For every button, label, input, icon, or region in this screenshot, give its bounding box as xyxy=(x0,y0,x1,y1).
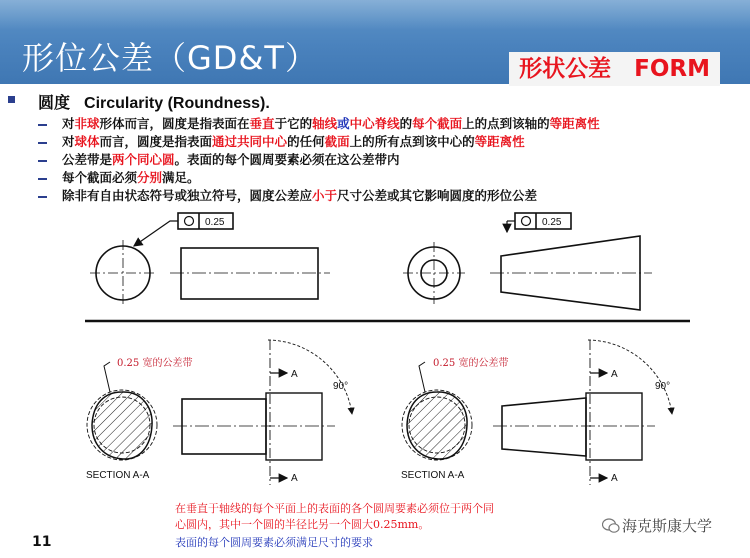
line-segment: 两个同心圆 xyxy=(112,152,175,167)
note-line-2: 心圆内，其中一个圆的半径比另一个圆大0.25mm。 xyxy=(175,518,430,531)
form-category-label: 形状公差 FORM xyxy=(509,52,720,86)
line-segment: 轴线 xyxy=(312,116,338,131)
zone-label-right: 0.25 宽的公差带 xyxy=(433,358,509,369)
slide-title: 形位公差（GD&T） xyxy=(22,39,318,77)
note-line-1: 在垂直于轴线的每个平面上的表面的各个圆周要素必须位于两个同 xyxy=(175,502,494,515)
section-label-right: SECTION A-A xyxy=(401,470,465,481)
line-segment: 非球 xyxy=(74,116,100,131)
wechat-icon xyxy=(602,518,620,534)
cylinder-side-view xyxy=(181,248,318,299)
tolerance-value-left: 0.25 xyxy=(205,217,225,228)
line-segment: 。表面的每个圆周要素必须在这公差带内 xyxy=(174,152,400,167)
watermark-text: 海克斯康大学 xyxy=(622,517,713,535)
line-segment: 分别 xyxy=(137,170,163,185)
line-segment: 上的所有点到该中心的 xyxy=(349,134,475,149)
line-segment: 的任何 xyxy=(287,134,325,149)
line-segment: 等距离性 xyxy=(549,116,600,131)
a-mark: A xyxy=(611,369,618,380)
line-segment: 截面 xyxy=(324,134,350,149)
stepped-shaft-left xyxy=(173,340,352,485)
angle-label-left: 90° xyxy=(333,381,349,392)
line-segment: 通过共同中心 xyxy=(212,134,288,149)
zone-label-left: 0.25 宽的公差带 xyxy=(117,358,193,369)
heading-en: Circularity (Roundness). xyxy=(84,95,270,112)
section-view-left xyxy=(87,362,157,460)
a-mark: A xyxy=(611,473,618,484)
line-segment: 尺寸公差或其它影响圆度的形位公差 xyxy=(337,188,538,203)
line-segment: 公差带是 xyxy=(62,152,113,167)
angle-label-right: 90° xyxy=(655,381,671,392)
heading-zh: 圆度 xyxy=(38,93,71,112)
section-view-right xyxy=(402,362,472,460)
line-segment: 或 xyxy=(337,116,350,131)
section-label-left: SECTION A-A xyxy=(86,470,150,481)
line-segment: 满足。 xyxy=(162,170,200,185)
line-segment: 而言，圆度是指表面 xyxy=(99,134,213,149)
a-mark: A xyxy=(291,473,298,484)
line-segment: 球体 xyxy=(74,134,100,149)
line-segment: 的 xyxy=(399,116,413,131)
line-segment: 中心脊线 xyxy=(349,116,400,131)
line-segment: 于它的 xyxy=(274,116,313,131)
line-segment: 等距离性 xyxy=(474,134,525,149)
line-segment: 形体而言，圆度是指表面在 xyxy=(99,116,250,131)
tolerance-value-right: 0.25 xyxy=(542,217,562,228)
line-segment: 小于 xyxy=(312,188,338,203)
line-segment: 对 xyxy=(62,116,75,131)
line-segment: 对 xyxy=(62,134,75,149)
line-segment: 每个截面 xyxy=(412,116,463,131)
line-segment: 垂直 xyxy=(249,116,275,131)
tapered-shaft-right xyxy=(493,340,672,485)
line-segment: 上的点到该轴的 xyxy=(462,116,550,131)
line-segment: 每个截面必须 xyxy=(62,170,138,185)
line-segment: 除非有自由状态符号或独立符号，圆度公差应 xyxy=(62,188,313,203)
note-line-3: 表面的每个圆周要素必须满足尺寸的要求 xyxy=(175,536,373,549)
a-mark: A xyxy=(291,369,298,380)
page-number: 11 xyxy=(32,534,52,550)
